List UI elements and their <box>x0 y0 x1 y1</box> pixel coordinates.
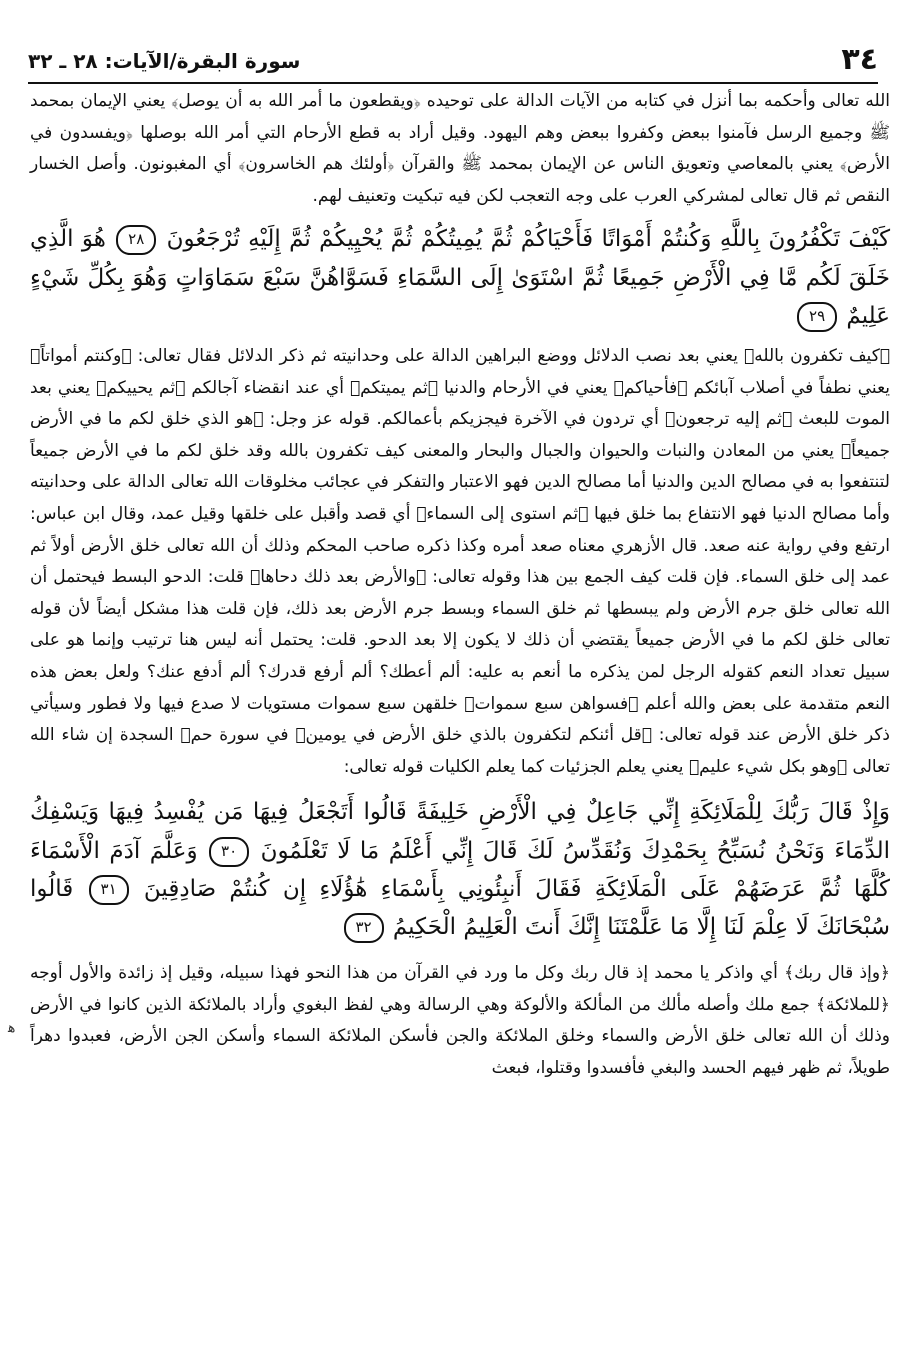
margin-note: ﻫ <box>8 1020 16 1036</box>
page-header <box>28 40 878 80</box>
quran-verses-30-32 <box>30 793 890 946</box>
verse-32-number: ٣٢ <box>344 913 384 943</box>
verse-30-number: ٣٠ <box>209 837 249 867</box>
verse-28-number: ٢٨ <box>116 225 156 255</box>
verse-28-text: كَيْفَ تَكْفُرُونَ بِاللَّهِ وَكُنتُمْ أَمْوَاتًا فَأَحْيَاكُمْ ثُمَّ يُمِيتُكُمْ ثُمَّ يُحْيِيكُمْ ثُمَّ إِلَيْهِ تُرْجَعُونَ <box>166 226 891 253</box>
verse-31-number: ٣١ <box>89 875 129 905</box>
verse-30-text: وَإِذْ قَالَ رَبُّكَ لِلْمَلَائِكَةِ إِنِّي جَاعِلٌ فِي الْأَرْضِ خَلِيفَةً قَالُوا أَتَجْعَلُ فِيهَا مَن يُفْسِدُ فِيهَا وَيَسْفِكُ الدِّمَاءَ وَنَحْنُ نُسَبِّحُ بِحَمْدِكَ وَنُقَدِّسُ لَكَ قَالَ إِنِّي أَعْلَمُ مَا لَا تَعْلَمُونَ <box>30 799 891 864</box>
verse-29-text: هُوَ الَّذِي خَلَقَ لَكُم مَّا فِي الْأَرْضِ جَمِيعًا ثُمَّ اسْتَوَىٰ إِلَى السَّمَاءِ فَسَوَّاهُنَّ سَبْعَ سَمَاوَاتٍ وَهُوَ بِكُلِّ شَيْءٍ عَلِيمٌ <box>30 226 890 329</box>
header-divider <box>28 82 878 84</box>
verse-32-text: قَالُوا سُبْحَانَكَ لَا عِلْمَ لَنَا إِلَّا مَا عَلَّمْتَنَا إِنَّكَ أَنتَ الْعَلِيمُ الْحَكِيمُ <box>30 875 890 940</box>
page-number: ٣٤ <box>841 42 878 77</box>
verse-31-text: وَعَلَّمَ آدَمَ الْأَسْمَاءَ كُلَّهَا ثُمَّ عَرَضَهُمْ عَلَى الْمَلَائِكَةِ فَقَالَ أَنبِئُونِي بِأَسْمَاءِ هَٰؤُلَاءِ إِن كُنتُمْ صَادِقِينَ <box>30 837 891 902</box>
verse-29-number: ٢٩ <box>797 302 837 332</box>
commentary-paragraph-3: ﴿وإذ قال ربك﴾ أي واذكر يا محمد إذ قال ربك وكل ما ورد في القرآن من هذا النحو فهذا سبيله، وقيل إذ زائدة والأول أوجه ﴿للملائكة﴾ جمع ملك وأصله مألك من المألكة والألوكة وهي الرسالة وهي لفظ البغوي وأراد بالملائكة الذين كانوا في الأرض وذلك أن الله تعالى خلق الأرض والسماء وخلق الملائكة والجن فأسكن الملائكة السماء وأسكن الجن الأرض، فعبدوا دهراً طويلاً، ثم ظهر فيهم الحسد والبغي فأفسدوا وقتلوا، فبعث <box>30 963 890 1078</box>
commentary-paragraph-1: الله تعالى وأحكمه بما أنزل في كتابه من الآيات الدالة على توحيده ﴿ويقطعون ما أمر الله به أن يوصل﴾ يعني الإيمان بمحمد ﷺ وجميع الرسل فآمنوا ببعض وكفروا ببعض وهم اليهود. وقيل أراد به قطع الأرحام التي أمر الله بوصلها ﴿ويفسدون في الأرض﴾ يعني بالمعاصي وتعويق الناس عن الإيمان بمحمد ﷺ والقرآن ﴿أولئك هم الخاسرون﴾ أي المغبونون. وأصل الخسار النقص ثم قال تعالى لمشركي العرب على وجه التعجب لكن فيه تبكيت وتعنيف لهم. <box>30 91 890 206</box>
running-title: سورة البقرة/الآيات: ٢٨ ـ ٣٢ <box>28 49 301 73</box>
page-body <box>30 86 890 1084</box>
commentary-paragraph-2: ﴿كيف تكفرون بالله﴾ يعني بعد نصب الدلائل ووضع البراهين الدالة على وحدانيته ثم ذكر الدلائل فقال تعالى: ﴿وكنتم أمواتاً﴾ يعني نطفاً في أصلاب آبائكم ﴿فأحياكم﴾ يعني في الأرحام والدنيا ﴿ثم يميتكم﴾ أي عند انقضاء آجالكم ﴿ثم يحييكم﴾ يعني بعد الموت للبعث ﴿ثم إليه ترجعون﴾ أي تردون في الآخرة فيجزيكم بأعمالكم. قوله عز وجل: ﴿هو الذي خلق لكم ما في الأرض جميعاً﴾ يعني من المعادن والنبات والحيوان والجبال والبحار والمعنى كيف تكفرون بالله وقد خلق لكم ما في الأرض جميعاً لتنتفعوا به في مصالح الدين والدنيا أما مصالح الدين فهو الاعتبار والتفكر في عجائب مخلوقات الله تعالى الدالة على وحدانيته وأما مصالح الدنيا فهو الانتفاع بما خلق فيها ﴿ثم استوى إلى السماء﴾ أي قصد وأقبل على خلقها وقيل عمد، وقال ابن عباس: ارتفع وفي رواية عنه صعد. قال الأزهري معناه صعد أمره وكذا ذكره صاحب المحكم وذلك أن الله تعالى خلق الأرض أولاً ثم عمد إلى خلق السماء. فإن قلت كيف الجمع بين هذا وقوله تعالى: ﴿والأرض بعد ذلك دحاها﴾ قلت: الدحو البسط فيحتمل أن الله تعالى خلق جرم الأرض ولم يبسطها ثم خلق السماء وبسط جرم الأرض بعد ذلك، فإن قلت هذا مشكل أيضاً لأن قوله تعالى خلق لكم ما في الأرض جميعاً يقتضي أن ذلك لا يكون إلا بعد الدحو. قلت: يحتمل أنه ليس هنا ترتيب وإنما هو على سبيل تعداد النعم كقوله الرجل لمن يذكره ما أنعم به عليه: ألم أعطك؟ ألم أرفع قدرك؟ ألم أدفع عنك؟ ولعل بعض هذه النعم متقدمة على بعض والله أعلم ﴿فسواهن سبع سموات﴾ خلقهن سبع سموات مستويات لا صدع فيها ولا فطور وسيأتي ذكر خلق الأرض عند قوله تعالى: ﴿قل أئنكم لتكفرون بالذي خلق الأرض في يومين﴾ في سورة حمۤ السجدة إن شاء الله تعالى ﴿وهو بكل شيء عليم﴾ يعني يعلم الجزئيات كما يعلم الكليات قوله تعالى: <box>30 345 890 777</box>
quran-verses-28-29 <box>30 220 890 335</box>
